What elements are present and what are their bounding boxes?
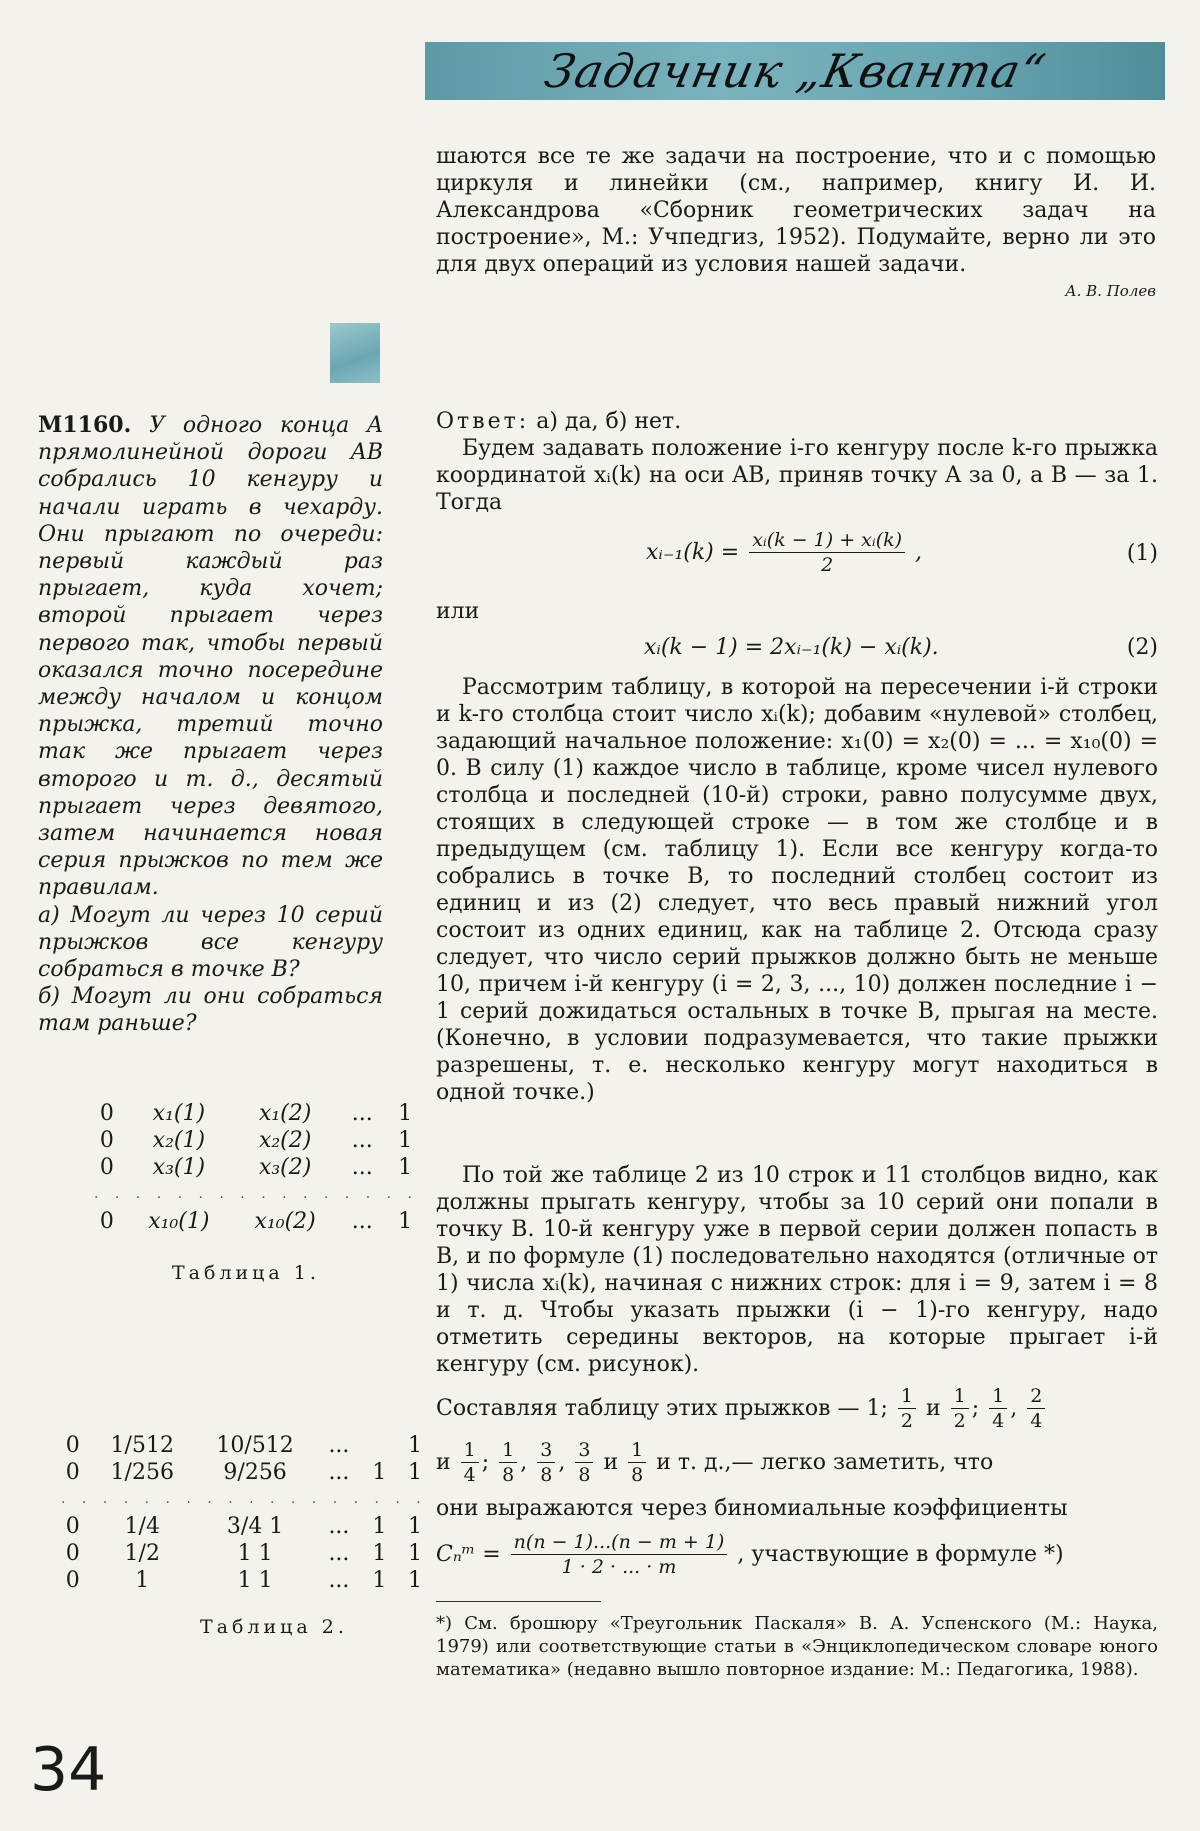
table-cell: x₃(2): [258, 1155, 312, 1180]
table-2-caption: Таблица 2.: [200, 1616, 348, 1638]
table-cell: 1: [398, 1128, 413, 1153]
table-cell: ...: [351, 1128, 373, 1153]
answer-label: Ответ:: [436, 409, 530, 434]
table-cell: ...: [351, 1101, 373, 1126]
frac-den: 4: [463, 1464, 476, 1486]
paragraph-1: Будем задавать положение i-го кенгуру после k-го прыжка координатой xᵢ(k) на оси AB, приняв точку A за 0, а B — за 1. Тогда: [436, 436, 1158, 515]
table-cell: ...: [351, 1209, 373, 1234]
table-row: [88, 1208, 424, 1235]
answer-line: [436, 408, 1158, 435]
table-cell: 9/256: [223, 1460, 287, 1485]
eq2-text: xᵢ(k − 1) = 2xᵢ₋₁(k) − xᵢ(k).: [644, 635, 939, 660]
table-cell: 1: [407, 1460, 422, 1485]
frac-separator: и: [918, 1396, 948, 1421]
table-cell: 1 1: [237, 1541, 273, 1566]
table-dots-row: [88, 1181, 424, 1208]
table-cell: x₁₀(2): [254, 1209, 316, 1234]
eq1-numerator: xᵢ(k − 1) + xᵢ(k): [749, 528, 905, 553]
table-cell: x₃(1): [152, 1155, 206, 1180]
frac-num: 3: [575, 1438, 593, 1463]
binom-denominator: 1 · 2 · ... · m: [561, 1556, 677, 1578]
problem-statement: [38, 412, 383, 1038]
frac-den: 2: [953, 1410, 966, 1432]
table-cell: 0: [99, 1101, 114, 1126]
table-1: [88, 1100, 424, 1235]
table-2: [55, 1432, 433, 1594]
question-b: б) Могут ли они собраться там раньше?: [38, 984, 383, 1037]
table-cell: 1/4: [124, 1514, 160, 1539]
table-row: [88, 1154, 424, 1181]
para4-tail: и т. д.,— легко заметить, что: [649, 1450, 994, 1475]
frac-num: 1: [461, 1438, 479, 1463]
eq1-lhs: xᵢ₋₁(k) =: [646, 540, 740, 565]
table-cell: 1/512: [110, 1433, 174, 1458]
table-cell: 1: [407, 1541, 422, 1566]
table-cell: ...: [328, 1460, 350, 1485]
paragraph-2: Рассмотрим таблицу, в которой на пересечении i-й строки и k-го столбца стоит число xᵢ(k); добавим «нулевой» столбец, задающий начальное положение: x₁(0) = x₂(0) = ... = x₁₀(0) = 0. В силу (1) каждое число в таблице, кроме чисел нулевого столбца и последней (10-й) строки, равно полусумме двух, стоящих в следующей строке — в том же столбце и в предыдущем (см. таблицу 1). Если все кенгуру когда-то собрались в точке B, то последний столбец состоит из единиц и из (2) следует, что весь правый нижний угол состоит из одних единиц, как на таблице 2. Отсюда сразу следует, что число серий прыжков должно быть не меньше 10, причем i-й кенгуру (i = 2, 3, ..., 10) должен последние i − 1 серий дожидаться остальных в точке B, прыгая на месте. (Конечно, в условии подразумевается, что такие прыжки разрешены, т. е. несколько кенгуру могут находиться в одной точке.): [436, 675, 1158, 1105]
frac-separator: ,: [1010, 1396, 1025, 1421]
table-cell: 1: [372, 1541, 387, 1566]
table-1-caption: Таблица 1.: [172, 1262, 320, 1284]
frac-separator: и: [596, 1450, 626, 1475]
page-number: 34: [30, 1735, 107, 1805]
frac-num: 1: [989, 1384, 1007, 1409]
or-word: или: [436, 599, 480, 624]
binom-tail: , участвующие в формуле *): [737, 1542, 1064, 1567]
table-cell: 1: [398, 1101, 413, 1126]
table-cell: x₁₀(1): [148, 1209, 210, 1234]
table-cell: 1: [135, 1568, 150, 1593]
answer-text: а) да, б) нет.: [536, 409, 682, 434]
table-row: [55, 1513, 433, 1540]
frac-separator: ;: [971, 1396, 987, 1421]
table-cell: 0: [65, 1460, 80, 1485]
section-title: Задачник „Кванта“: [539, 44, 1051, 98]
frac-num: 2: [1027, 1384, 1045, 1409]
eq1-number: (1): [1126, 541, 1158, 566]
table-cell: x₁(2): [258, 1101, 312, 1126]
table-cell: 0: [65, 1541, 80, 1566]
eq1-tail: ,: [915, 540, 923, 565]
table-cell: 0: [99, 1209, 114, 1234]
table-cell: 1: [372, 1514, 387, 1539]
table-cell: ...: [328, 1514, 350, 1539]
table-cell: 0: [65, 1433, 80, 1458]
table-cell: 3/4 1: [226, 1514, 284, 1539]
table-cell: 1: [372, 1568, 387, 1593]
frac-separator: ;: [481, 1450, 497, 1475]
frac-separator: ,: [558, 1450, 573, 1475]
table-cell: [362, 1432, 398, 1459]
table-cell: 1: [407, 1433, 422, 1458]
decorative-square: [330, 323, 380, 383]
binom-numerator: n(n − 1)...(n − m + 1): [511, 1530, 728, 1555]
frac-den: 8: [631, 1464, 644, 1486]
problem-text: У одного конца A прямолинейной дороги AB собрались 10 кенгуру и начали играть в чехарду. Они прыгают по очереди: первый каждый раз прыгает, куда хочет; второй прыгает через первого так, чтобы первый оказался точно посередине между началом и концом прыжка, третий точно так же прыгает через второго и т. д., десятый прыгает через девятого, затем начинается новая серия прыжков по тем же правилам.: [38, 413, 383, 901]
frac-num: 1: [951, 1384, 969, 1409]
table-cell: 0: [65, 1514, 80, 1539]
top-paragraph: шаются все те же задачи на построение, что и с помощью циркуля и линейки (см., например, книгу И. И. Александрова «Сборник геометрических задач на построение», М.: Учпедгиз, 1952). Подумайте, верно ли это для двух операций из условия нашей задачи.: [436, 144, 1156, 277]
fraction-line-2: [436, 1438, 1158, 1487]
table-cell: 1/256: [110, 1460, 174, 1485]
table-cell: x₂(2): [258, 1128, 312, 1153]
binom-lhs: Cₙᵐ =: [436, 1542, 501, 1567]
table-cell: 1/2: [124, 1541, 160, 1566]
table-cell: x₂(1): [152, 1128, 206, 1153]
table-cell: 1: [407, 1514, 422, 1539]
para4-and: и: [436, 1450, 451, 1475]
table-cell: ...: [328, 1433, 350, 1458]
footnote-rule: [436, 1601, 601, 1602]
table-cell: 10/512: [216, 1433, 294, 1458]
frac-den: 8: [540, 1464, 553, 1486]
paragraph-5: они выражаются через биномиальные коэффициенты: [436, 1496, 1068, 1521]
para4-start: Составляя таблицу этих прыжков — 1;: [436, 1396, 888, 1421]
table-cell: 1: [398, 1209, 413, 1234]
table-cell: 0: [99, 1128, 114, 1153]
frac-num: 1: [898, 1384, 916, 1409]
table-row: [88, 1127, 424, 1154]
table-dots-row: [55, 1486, 433, 1513]
frac-den: 8: [502, 1464, 515, 1486]
footnote: *) См. брошюру «Треугольник Паскаля» В. А. Успенского (М.: Наука, 1979) или соответствующие статьи в «Энциклопедическом словаре юного математика» (недавно вышло повторное издание: М.: Педагогика, 1988).: [436, 1613, 1158, 1680]
binomial-formula: [436, 1530, 1158, 1579]
fraction-line-1: [436, 1384, 1158, 1433]
table-cell: 1: [407, 1568, 422, 1593]
frac-num: 1: [628, 1438, 646, 1463]
table-cell: 1 1: [237, 1568, 273, 1593]
table-row: [88, 1100, 424, 1127]
table-dots: . . . . . . . . . . . . . . . . . .: [61, 1491, 427, 1507]
binom-fraction: [511, 1530, 728, 1579]
eq1-fraction: [749, 528, 905, 577]
table-cell: 1: [398, 1155, 413, 1180]
table-cell: ...: [328, 1541, 350, 1566]
top-signature: А. В. Полев: [1065, 282, 1156, 300]
frac-den: 8: [578, 1464, 591, 1486]
eq2-number: (2): [1126, 635, 1158, 660]
paragraph-3: По той же таблице 2 из 10 строк и 11 столбцов видно, как должны прыгать кенгуру, чтобы за 10 серий они попали в точку B. 10-й кенгуру уже в первой серии должен попасть в B, и по формуле (1) последовательно находятся (отличные от 1) числа xᵢ(k), начиная с нижних строк: для i = 9, затем i = 8 и т. д. Чтобы указать прыжки (i − 1)-го кенгуру, надо отметить середины векторов, на которые прыгает i-й кенгуру (см. рисунок).: [436, 1163, 1158, 1377]
table-row: [55, 1567, 433, 1594]
frac-den: 4: [992, 1410, 1005, 1432]
table-row: [55, 1540, 433, 1567]
frac-separator: ,: [520, 1450, 535, 1475]
table-cell: 0: [65, 1568, 80, 1593]
table-cell: x₁(1): [152, 1101, 206, 1126]
eq1-denominator: 2: [821, 554, 834, 576]
table-dots: . . . . . . . . . . . . . . . .: [94, 1186, 418, 1202]
equation-1: [436, 528, 1158, 580]
frac-den: 2: [900, 1410, 913, 1432]
frac-num: 1: [499, 1438, 517, 1463]
table-cell: 1: [372, 1460, 387, 1485]
table-cell: 0: [99, 1155, 114, 1180]
table-row: [55, 1459, 433, 1486]
table-cell: ...: [328, 1568, 350, 1593]
question-a: а) Могут ли через 10 серий прыжков все кенгуру собраться в точке B?: [38, 902, 383, 983]
section-banner: [425, 42, 1165, 100]
frac-num: 3: [537, 1438, 555, 1463]
table-cell: ...: [351, 1155, 373, 1180]
problem-id: М1160.: [38, 412, 132, 438]
table-row: [55, 1432, 433, 1459]
frac-den: 4: [1030, 1410, 1043, 1432]
